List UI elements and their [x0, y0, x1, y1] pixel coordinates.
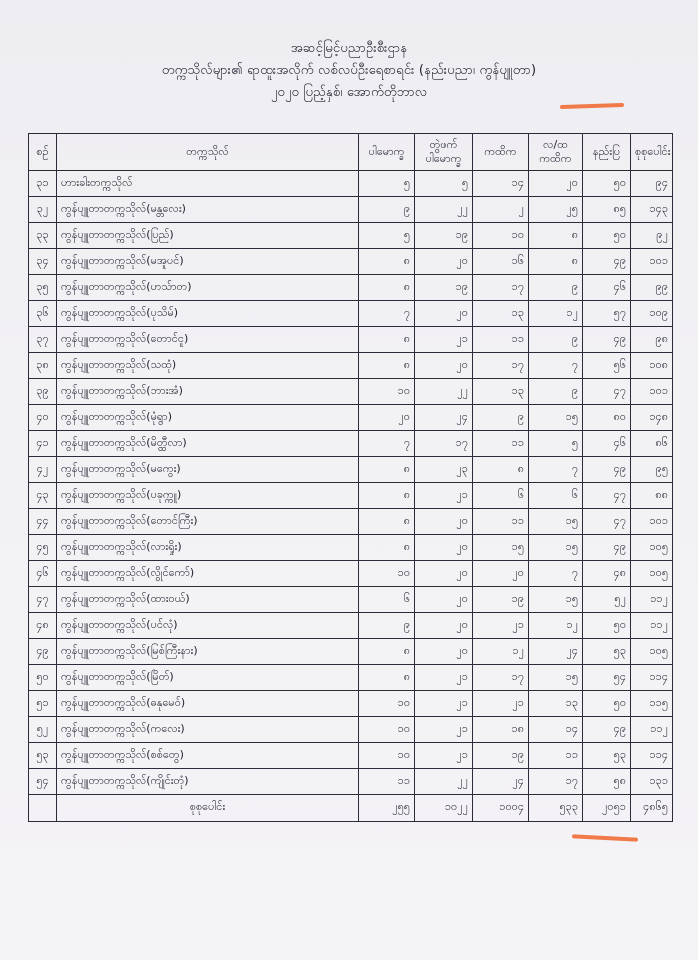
- professor-count: ၅: [359, 171, 415, 197]
- row-number: ၃၄: [29, 249, 57, 275]
- lecturer-count: ၉: [473, 405, 529, 431]
- row-number: ၃၂: [29, 197, 57, 223]
- tutor-count: ၄၉: [583, 535, 631, 561]
- row-number: ၃၃: [29, 223, 57, 249]
- row-total: ၁၁၄: [631, 665, 673, 691]
- associate-professor-count: ၂၀: [415, 587, 473, 613]
- university-name: ကွန်ပျူတာတက္ကသိုလ်(လွိုင်ကော်): [57, 561, 359, 587]
- assistant-lecturer-count: ၉: [529, 275, 583, 301]
- row-total: ၉၈: [631, 327, 673, 353]
- tutor-count: ၅၆: [583, 353, 631, 379]
- assistant-lecturer-count: ၂၀: [529, 171, 583, 197]
- tutor-count: ၅၀: [583, 171, 631, 197]
- associate-professor-count: ၂၁: [415, 717, 473, 743]
- associate-professor-count: ၂၂: [415, 197, 473, 223]
- table-row: [29, 457, 673, 483]
- university-name: ကွန်ပျူတာတက္ကသိုလ်(တောင်ငူ): [57, 327, 359, 353]
- tutor-count: ၄၇: [583, 379, 631, 405]
- university-name: ကွန်ပျူတာတက္ကသိုလ်(ဓနုမေဝ်): [57, 691, 359, 717]
- assistant-lecturer-count: ၁၅: [529, 535, 583, 561]
- row-total: ၁၀၁: [631, 379, 673, 405]
- associate-professor-count: ၂၄: [415, 405, 473, 431]
- tutor-count: ၅၄: [583, 665, 631, 691]
- associate-professor-count: ၂၃: [415, 457, 473, 483]
- professor-count: ၁၀: [359, 379, 415, 405]
- professor-count: ၇: [359, 431, 415, 457]
- associate-professor-count: ၂၂: [415, 379, 473, 405]
- table-row: [29, 717, 673, 743]
- associate-professor-count: ၂၁: [415, 743, 473, 769]
- professor-count: ၅: [359, 223, 415, 249]
- professor-count: ၈: [359, 457, 415, 483]
- row-number: ၃၇: [29, 327, 57, 353]
- table-row: [29, 275, 673, 301]
- assistant-lecturer-count: ၈: [529, 249, 583, 275]
- lecturer-count: ၁၇: [473, 665, 529, 691]
- tutor-count: ၅၇: [583, 301, 631, 327]
- lecturer-count: ၁၇: [473, 353, 529, 379]
- column-header: တွဲဖက် ပါမောက္ခ: [415, 134, 473, 171]
- row-number: ၄၇: [29, 587, 57, 613]
- row-number: ၄၆: [29, 561, 57, 587]
- row-number: ၅၄: [29, 769, 57, 795]
- professor-count: ၈: [359, 639, 415, 665]
- professor-count: ၈: [359, 353, 415, 379]
- vacancy-table: [28, 133, 673, 822]
- row-total: ၁၁၂: [631, 717, 673, 743]
- total-cell: ၂၅၅: [359, 795, 415, 822]
- university-name: ကွန်ပျူတာတက္ကသိုလ်(မိတ္ထီလာ): [57, 431, 359, 457]
- associate-professor-count: ၂၁: [415, 691, 473, 717]
- lecturer-count: ၁၇: [473, 275, 529, 301]
- row-total: ၉၄: [631, 171, 673, 197]
- lecturer-count: ၁၉: [473, 587, 529, 613]
- row-number: ၄၈: [29, 613, 57, 639]
- professor-count: ၆: [359, 587, 415, 613]
- university-name: ကွန်ပျူတာတက္ကသိုလ်(ပြည်): [57, 223, 359, 249]
- table-row: [29, 769, 673, 795]
- university-name: ကွန်ပျူတာတက္ကသိုလ်(သထုံ): [57, 353, 359, 379]
- row-number: ၄၉: [29, 639, 57, 665]
- associate-professor-count: ၂၀: [415, 301, 473, 327]
- lecturer-count: ၁၁: [473, 509, 529, 535]
- assistant-lecturer-count: ၇: [529, 353, 583, 379]
- university-name: ကွန်ပျူတာတက္ကသိုလ်(ဟသ်ာတ): [57, 275, 359, 301]
- lecturer-count: ၁၆: [473, 249, 529, 275]
- professor-count: ၈: [359, 665, 415, 691]
- associate-professor-count: ၁၉: [415, 223, 473, 249]
- lecturer-count: ၁၅: [473, 535, 529, 561]
- associate-professor-count: ၂၀: [415, 639, 473, 665]
- row-number: ၄၂: [29, 457, 57, 483]
- row-number: ၅၂: [29, 717, 57, 743]
- professor-count: ၈: [359, 249, 415, 275]
- lecturer-count: ၈: [473, 457, 529, 483]
- professor-count: ၁၀: [359, 743, 415, 769]
- tutor-count: ၄၇: [583, 509, 631, 535]
- table-row: [29, 691, 673, 717]
- university-name: ကွန်ပျူတာတက္ကသိုလ်(မုံရွာ): [57, 405, 359, 431]
- row-number: ၃၅: [29, 275, 57, 301]
- assistant-lecturer-count: ၁၃: [529, 691, 583, 717]
- row-total: ၁၁၂: [631, 613, 673, 639]
- associate-professor-count: ၁၇: [415, 431, 473, 457]
- professor-count: ၁၀: [359, 691, 415, 717]
- professor-count: ၁၀: [359, 561, 415, 587]
- table-row: [29, 171, 673, 197]
- university-name: ဟားခါးတက္ကသိုလ်: [57, 171, 359, 197]
- associate-professor-count: ၂၁: [415, 665, 473, 691]
- tutor-count: ၈၀: [583, 405, 631, 431]
- university-name: ကွန်ပျူတာတက္ကသိုလ်(မြိတ်): [57, 665, 359, 691]
- table-row: [29, 197, 673, 223]
- total-cell: ၁၀၀၄: [473, 795, 529, 822]
- professor-count: ၈: [359, 275, 415, 301]
- tutor-count: ၄၈: [583, 561, 631, 587]
- lecturer-count: ၁၁: [473, 327, 529, 353]
- row-number: ၃၆: [29, 301, 57, 327]
- row-total: ၁၄၃: [631, 197, 673, 223]
- associate-professor-count: ၂၀: [415, 613, 473, 639]
- lecturer-count: ၁၄: [473, 171, 529, 197]
- tutor-count: ၄၉: [583, 249, 631, 275]
- table-header-row: [29, 134, 673, 171]
- associate-professor-count: ၂၁: [415, 483, 473, 509]
- assistant-lecturer-count: ၇: [529, 561, 583, 587]
- professor-count: ၈: [359, 535, 415, 561]
- row-total: ၁၄၈: [631, 405, 673, 431]
- row-total: ၉၉: [631, 275, 673, 301]
- total-cell: ၁၀၂၂: [415, 795, 473, 822]
- assistant-lecturer-count: ၁၇: [529, 769, 583, 795]
- tutor-count: ၄၆: [583, 275, 631, 301]
- tutor-count: ၄၇: [583, 483, 631, 509]
- assistant-lecturer-count: ၁၂: [529, 613, 583, 639]
- assistant-lecturer-count: ၂၅: [529, 197, 583, 223]
- column-header: လ/ထ ကထိက: [529, 134, 583, 171]
- university-name: ကွန်ပျူတာတက္ကသိုလ်(ထားဝယ်): [57, 587, 359, 613]
- lecturer-count: ၁၉: [473, 743, 529, 769]
- column-header: နည်းပြ: [583, 134, 631, 171]
- assistant-lecturer-count: ၁၄: [529, 717, 583, 743]
- assistant-lecturer-count: ၉: [529, 379, 583, 405]
- lecturer-count: ၁၂: [473, 639, 529, 665]
- table-row: [29, 587, 673, 613]
- tutor-count: ၄၉: [583, 457, 631, 483]
- professor-count: ၂၀: [359, 405, 415, 431]
- university-name: ကွန်ပျူတာတက္ကသိုလ်(ပင်လုံ): [57, 613, 359, 639]
- table-row: [29, 379, 673, 405]
- university-name: ကွန်ပျူတာတက္ကသိုလ်(ပုသိမ်): [57, 301, 359, 327]
- associate-professor-count: ၂၀: [415, 561, 473, 587]
- tutor-count: ၅၂: [583, 587, 631, 613]
- row-number: ၄၅: [29, 535, 57, 561]
- university-name: ကွန်ပျူတာတက္ကသိုလ်(လားရှိုး): [57, 535, 359, 561]
- tutor-count: ၄၉: [583, 327, 631, 353]
- tutor-count: ၅၀: [583, 223, 631, 249]
- assistant-lecturer-count: ၈: [529, 223, 583, 249]
- row-total: ၁၀၅: [631, 535, 673, 561]
- row-number: ၄၁: [29, 431, 57, 457]
- row-number: ၃၈: [29, 353, 57, 379]
- lecturer-count: ၂၁: [473, 691, 529, 717]
- table-row: [29, 665, 673, 691]
- assistant-lecturer-count: ၁၅: [529, 509, 583, 535]
- associate-professor-count: ၂၀: [415, 353, 473, 379]
- university-name: ကွန်ပျူတာတက္ကသိုလ်(တောင်ကြီး): [57, 509, 359, 535]
- professor-count: ၈: [359, 509, 415, 535]
- professor-count: ၈: [359, 327, 415, 353]
- row-total: ၁၀၈: [631, 353, 673, 379]
- row-total: ၉၅: [631, 457, 673, 483]
- row-total: ၈၆: [631, 431, 673, 457]
- total-row: [29, 795, 673, 822]
- assistant-lecturer-count: ၁၂: [529, 301, 583, 327]
- university-name: ကွန်ပျူတာတက္ကသိုလ်(မအူပင်): [57, 249, 359, 275]
- table-row: [29, 353, 673, 379]
- lecturer-count: ၂၁: [473, 613, 529, 639]
- row-number: ၄၀: [29, 405, 57, 431]
- table-row: [29, 483, 673, 509]
- total-cell: ၂၀၅၁: [583, 795, 631, 822]
- university-name: ကွန်ပျူတာတက္ကသိုလ်(စစ်တွေ): [57, 743, 359, 769]
- row-total: ၁၁၅: [631, 691, 673, 717]
- assistant-lecturer-count: ၅: [529, 431, 583, 457]
- assistant-lecturer-count: ၁၅: [529, 405, 583, 431]
- associate-professor-count: ၁၉: [415, 275, 473, 301]
- tutor-count: ၅၃: [583, 639, 631, 665]
- lecturer-count: ၂၀: [473, 561, 529, 587]
- associate-professor-count: ၂၀: [415, 249, 473, 275]
- assistant-lecturer-count: ၁၁: [529, 743, 583, 769]
- table-row: [29, 639, 673, 665]
- row-number: ၄၃: [29, 483, 57, 509]
- row-total: ၁၃၁: [631, 769, 673, 795]
- tutor-count: ၄၆: [583, 431, 631, 457]
- associate-professor-count: ၂၀: [415, 535, 473, 561]
- assistant-lecturer-count: ၁၅: [529, 665, 583, 691]
- department-title: အဆင့်မြင့်ပညာဦးစီးဌာန: [290, 41, 408, 56]
- university-name: ကွန်ပျူတာတက္ကသိုလ်(မန္တလေး): [57, 197, 359, 223]
- table-body: [29, 171, 673, 795]
- column-header: စဉ်: [29, 134, 57, 171]
- professor-count: ၉: [359, 197, 415, 223]
- lecturer-count: ၆: [473, 483, 529, 509]
- row-total: ၁၁၂: [631, 587, 673, 613]
- row-number: ၅၁: [29, 691, 57, 717]
- row-total: ၁၁၄: [631, 743, 673, 769]
- row-total: ၁၀၁: [631, 249, 673, 275]
- university-name: ကွန်ပျူတာတက္ကသိုလ်(ဘားအံ): [57, 379, 359, 405]
- professor-count: ၉: [359, 613, 415, 639]
- associate-professor-count: ၂၂: [415, 769, 473, 795]
- associate-professor-count: ၅: [415, 171, 473, 197]
- university-name: ကွန်ပျူတာတက္ကသိုလ်(ကျိုင်းတုံ): [57, 769, 359, 795]
- lecturer-count: ၁၀: [473, 223, 529, 249]
- professor-count: ၁၀: [359, 717, 415, 743]
- tutor-count: ၅၀: [583, 613, 631, 639]
- assistant-lecturer-count: ၆: [529, 483, 583, 509]
- lecturer-count: ၁၃: [473, 301, 529, 327]
- total-label: စုစုပေါင်း: [57, 795, 359, 822]
- total-cell: ၅၃၃: [529, 795, 583, 822]
- assistant-lecturer-count: ၁၅: [529, 587, 583, 613]
- tutor-count: ၅၃: [583, 743, 631, 769]
- report-title: တက္ကသိုလ်များ၏ ရာထူးအလိုက် လစ်လပ်ဦးရေစာရင်း (နည်းပညာ၊ ကွန်ပျူတာ): [161, 63, 537, 78]
- table-row: [29, 561, 673, 587]
- table-row: [29, 743, 673, 769]
- associate-professor-count: ၂၀: [415, 509, 473, 535]
- row-number: ၃၉: [29, 379, 57, 405]
- table-row: [29, 535, 673, 561]
- row-total: ၈၈: [631, 483, 673, 509]
- table-row: [29, 249, 673, 275]
- assistant-lecturer-count: ၉: [529, 327, 583, 353]
- row-number: ၃၁: [29, 171, 57, 197]
- university-name: ကွန်ပျူတာတက္ကသိုလ်(ပခုက္ကူ): [57, 483, 359, 509]
- professor-count: ၁၁: [359, 769, 415, 795]
- row-total: ၁၀၅: [631, 561, 673, 587]
- row-number: ၅၀: [29, 665, 57, 691]
- column-header: စုစုပေါင်း: [631, 134, 673, 171]
- lecturer-count: ၁၃: [473, 379, 529, 405]
- document-header: [0, 38, 698, 104]
- assistant-lecturer-count: ၇: [529, 457, 583, 483]
- assistant-lecturer-count: ၂၄: [529, 639, 583, 665]
- university-name: ကွန်ပျူတာတက္ကသိုလ်(မကွေး): [57, 457, 359, 483]
- lecturer-count: ၂: [473, 197, 529, 223]
- table-row: [29, 405, 673, 431]
- tutor-count: ၄၉: [583, 717, 631, 743]
- professor-count: ၈: [359, 483, 415, 509]
- table-row: [29, 223, 673, 249]
- report-date: ၂၀၂၀ ပြည့်နှစ်၊ အောက်တိုဘာလ: [270, 85, 428, 100]
- tutor-count: ၈၅: [583, 197, 631, 223]
- table-row: [29, 509, 673, 535]
- lecturer-count: ၁၁: [473, 431, 529, 457]
- row-number: ၅၃: [29, 743, 57, 769]
- row-total: ၁၀၁: [631, 509, 673, 535]
- row-total: ၁၀၉: [631, 301, 673, 327]
- university-name: ကွန်ပျူတာတက္ကသိုလ်(မြစ်ကြီးနား): [57, 639, 359, 665]
- column-header: ပါမောက္ခ: [359, 134, 415, 171]
- row-number: ၄၄: [29, 509, 57, 535]
- associate-professor-count: ၂၁: [415, 327, 473, 353]
- professor-count: ၇: [359, 301, 415, 327]
- total-blank-cell: [29, 795, 57, 822]
- lecturer-count: ၂၄: [473, 769, 529, 795]
- university-name: ကွန်ပျူတာတက္ကသိုလ်(ကလေး): [57, 717, 359, 743]
- tutor-count: ၅၈: [583, 769, 631, 795]
- table-row: [29, 327, 673, 353]
- table-row: [29, 431, 673, 457]
- table-row: [29, 613, 673, 639]
- row-total: ၉၂: [631, 223, 673, 249]
- lecturer-count: ၁၈: [473, 717, 529, 743]
- table-row: [29, 301, 673, 327]
- column-header: ကထိက: [473, 134, 529, 171]
- column-header: တက္ကသိုလ်: [57, 134, 359, 171]
- tutor-count: ၅၀: [583, 691, 631, 717]
- total-cell: ၄၈၆၅: [631, 795, 673, 822]
- row-total: ၁၀၅: [631, 639, 673, 665]
